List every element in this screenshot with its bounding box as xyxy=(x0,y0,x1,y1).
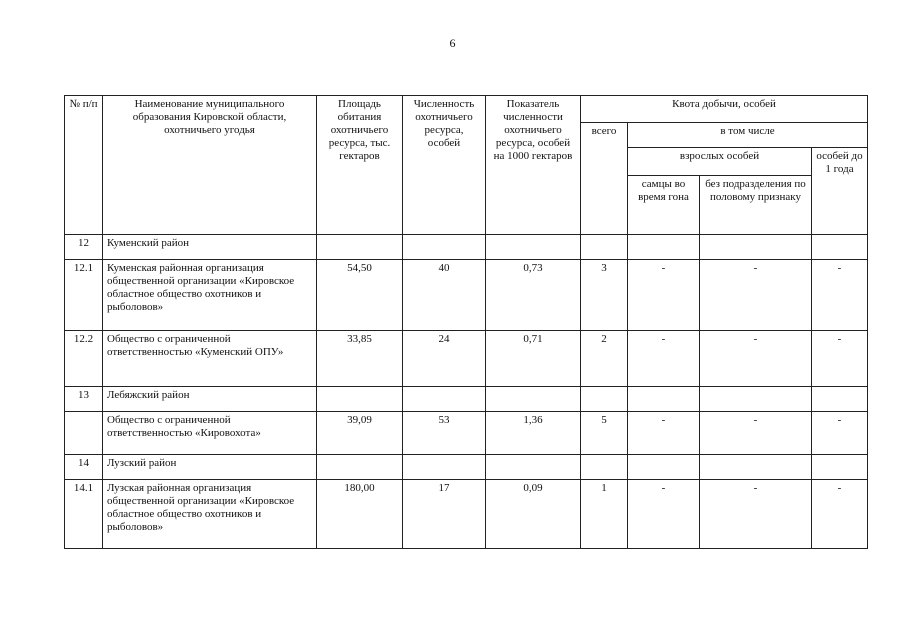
table-row xyxy=(65,387,868,412)
row-total: 2 xyxy=(581,331,628,387)
row-density: 1,36 xyxy=(486,412,581,455)
header-density: Показатель численности охотничьего ресурса, особей на 1000 гектаров xyxy=(486,96,581,235)
quota-table xyxy=(64,95,868,549)
row-name: Общество с ограниченной ответственностью «Кировохота» xyxy=(103,412,317,455)
row-males-rut: - xyxy=(628,412,700,455)
row-name: Лебяжский район xyxy=(103,387,317,412)
row-density: 0,73 xyxy=(486,260,581,331)
table-row xyxy=(65,455,868,480)
row-num: 12.2 xyxy=(65,331,103,387)
table-row xyxy=(65,412,868,455)
header-count: Численность охотничьего ресурса, особей xyxy=(403,96,486,235)
header-total: всего xyxy=(581,123,628,235)
row-name: Куменская районная организация общественной организации «Кировское областное общество охотников и рыболовов» xyxy=(103,260,317,331)
row-name: Куменский район xyxy=(103,235,317,260)
row-total: 1 xyxy=(581,480,628,549)
header-num: № п/п xyxy=(65,96,103,235)
header-males-rut: самцы во время гона xyxy=(628,176,700,235)
row-count: 40 xyxy=(403,260,486,331)
row-males-rut: - xyxy=(628,260,700,331)
table-row xyxy=(65,331,868,387)
row-total: 5 xyxy=(581,412,628,455)
row-num: 12.1 xyxy=(65,260,103,331)
row-name: Лузская районная организация общественной организации «Кировское областное общество охотников и рыболовов» xyxy=(103,480,317,549)
row-area: 39,09 xyxy=(317,412,403,455)
row-juveniles: - xyxy=(812,260,868,331)
row-juveniles: - xyxy=(812,480,868,549)
row-name: Общество с ограниченной ответственностью «Куменский ОПУ» xyxy=(103,331,317,387)
header-adults: взрослых особей xyxy=(628,148,812,176)
row-juveniles: - xyxy=(812,412,868,455)
row-num xyxy=(65,412,103,455)
row-area: 54,50 xyxy=(317,260,403,331)
row-no-sex: - xyxy=(700,412,812,455)
row-count: 24 xyxy=(403,331,486,387)
row-count: 17 xyxy=(403,480,486,549)
row-juveniles: - xyxy=(812,331,868,387)
row-num: 14 xyxy=(65,455,103,480)
header-juveniles: особей до 1 года xyxy=(812,148,868,235)
row-males-rut: - xyxy=(628,331,700,387)
row-area: 180,00 xyxy=(317,480,403,549)
row-males-rut: - xyxy=(628,480,700,549)
header-no-sex-division: без подразделения по половому признаку xyxy=(700,176,812,235)
table-row xyxy=(65,235,868,260)
row-num: 12 xyxy=(65,235,103,260)
row-area: 33,85 xyxy=(317,331,403,387)
header-quota: Квота добычи, особей xyxy=(581,96,868,123)
table-row xyxy=(65,260,868,331)
row-no-sex: - xyxy=(700,260,812,331)
row-name: Лузский район xyxy=(103,455,317,480)
row-density: 0,09 xyxy=(486,480,581,549)
header-including: в том числе xyxy=(628,123,868,148)
header-name: Наименование муниципального образования Кировской области, охотничьего угодья xyxy=(103,96,317,235)
header-area: Площадь обитания охотничьего ресурса, тыс. гектаров xyxy=(317,96,403,235)
row-no-sex: - xyxy=(700,480,812,549)
row-num: 13 xyxy=(65,387,103,412)
table-row xyxy=(65,480,868,549)
row-count: 53 xyxy=(403,412,486,455)
row-no-sex: - xyxy=(700,331,812,387)
page-number: 6 xyxy=(449,36,456,50)
row-total: 3 xyxy=(581,260,628,331)
row-num: 14.1 xyxy=(65,480,103,549)
row-density: 0,71 xyxy=(486,331,581,387)
